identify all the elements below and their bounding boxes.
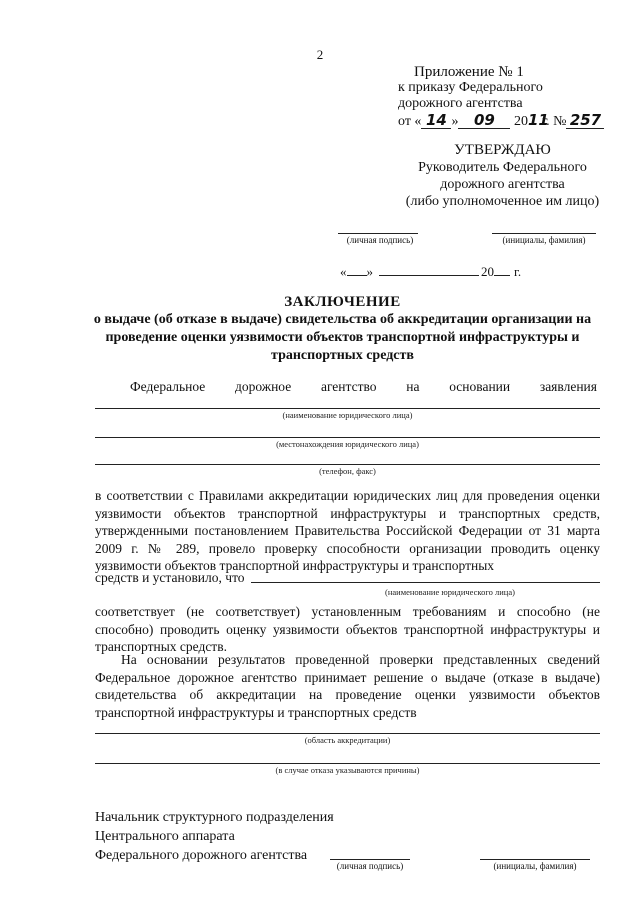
signatory-initials-caption: (инициалы, фамилия)	[493, 861, 577, 871]
signatory-sign-line	[330, 859, 410, 860]
phone-caption: (телефон, факс)	[319, 466, 376, 476]
appendix-title: Приложение № 1	[414, 64, 524, 80]
date-prefix: от «	[398, 114, 422, 129]
paragraph-1-end	[95, 570, 600, 586]
signatory-line1: Начальник структурного подразделения	[95, 810, 334, 825]
appendix-year: 11	[527, 111, 549, 129]
signatory-line3: Федерального дорожного агентства	[95, 848, 308, 863]
paragraph-1: в соответствии с Правилами аккредитации юридических лиц для проведения оценки уязвимости объектов транспортной инфраструктуры и транспортных средств, утвержденными постановлением Правительства Российской Федерации от 31 марта 2009 г. № 289, провело проверку способности организации проводить оценку уязвимости объектов транспортной инфраструктуры и транспортных	[95, 488, 600, 573]
paragraph-2: соответствует (не соответствует) установленным требованиям и способно (не способно) проводить оценку уязвимости объектов транспортной инфраструктуры и транспортных средств.	[95, 604, 600, 654]
approval-sign-caption: (личная подпись)	[346, 235, 414, 245]
intro-word: заявления	[539, 379, 597, 394]
appendix-number: 257	[566, 112, 604, 129]
appendix-line2: к приказу Федерального	[398, 80, 543, 95]
signatory-line2: Центрального аппарата	[95, 829, 235, 844]
approval-line2: дорожного агентства	[440, 177, 565, 192]
approval-block	[390, 142, 615, 210]
location-line[interactable]	[95, 437, 600, 438]
paragraph-1-end-text: средств и установило, что	[95, 570, 245, 585]
date-mid: »	[451, 114, 459, 129]
approval-initials-caption: (инициалы, фамилия)	[502, 235, 586, 245]
intro-word: Федеральное	[130, 379, 206, 394]
document-subtitle: о выдаче (об отказе в выдаче) свидетельства об аккредитации организации на проведение оценки уязвимости объектов транспортной инфраструктуры и транспортных средств	[93, 312, 592, 363]
approval-line1: Руководитель Федерального	[418, 160, 587, 175]
number-prefix: г. №	[541, 114, 567, 129]
location-caption: (местонахождения юридического лица)	[276, 439, 419, 449]
signatory-block	[95, 808, 334, 865]
intro-word: агентство	[320, 379, 377, 394]
refusal-caption: (в случае отказа указываются причины)	[275, 765, 420, 775]
approval-initials-line	[492, 233, 596, 234]
approval-year-prefix: 20	[481, 264, 494, 279]
org-name-line[interactable]	[95, 408, 600, 409]
approval-date-close: »	[366, 264, 373, 279]
year-prefix: 20	[513, 114, 528, 129]
intro-word: на	[406, 379, 420, 394]
phone-line[interactable]	[95, 464, 600, 465]
intro-word: основании	[449, 379, 511, 394]
intro-word: дорожное	[234, 379, 292, 394]
scope-line[interactable]	[95, 733, 600, 734]
intro-line	[130, 379, 597, 395]
approval-year-suffix: г.	[514, 264, 522, 279]
approval-line3: (либо уполномоченное им лицо)	[405, 194, 600, 209]
refusal-line[interactable]	[95, 763, 600, 764]
approval-date-open: «	[340, 264, 347, 279]
document-title-block	[60, 293, 625, 365]
appendix-line3: дорожного агентства	[398, 96, 523, 111]
approval-date-line	[340, 264, 521, 280]
approval-sign-line	[338, 233, 418, 234]
page-number: 2	[316, 47, 324, 62]
document-title: ЗАКЛЮЧЕНИЕ	[284, 294, 401, 310]
org-name-caption: (наименование юридического лица)	[282, 410, 413, 420]
appendix-block	[398, 64, 604, 130]
approval-heading: УТВЕРЖДАЮ	[454, 142, 551, 158]
appendix-date-line	[398, 112, 604, 130]
org-name-line-2[interactable]	[251, 570, 600, 583]
signatory-initials-line	[480, 859, 590, 860]
paragraph-3: На основании результатов проведенной проверки представленных сведений Федеральное дорожное агентство принимает решение о выдаче (отказе в выдаче) свидетельства об аккредитации на проведение оценки уязвимости объектов транспортной инфраструктуры и транспортных средств	[95, 652, 600, 720]
appendix-day: 14	[421, 112, 451, 129]
org-name-caption-2: (наименование юридического лица)	[385, 587, 515, 597]
signatory-sign-caption: (личная подпись)	[336, 861, 404, 871]
scope-caption: (область аккредитации)	[304, 735, 391, 745]
appendix-month: 09	[458, 112, 510, 129]
